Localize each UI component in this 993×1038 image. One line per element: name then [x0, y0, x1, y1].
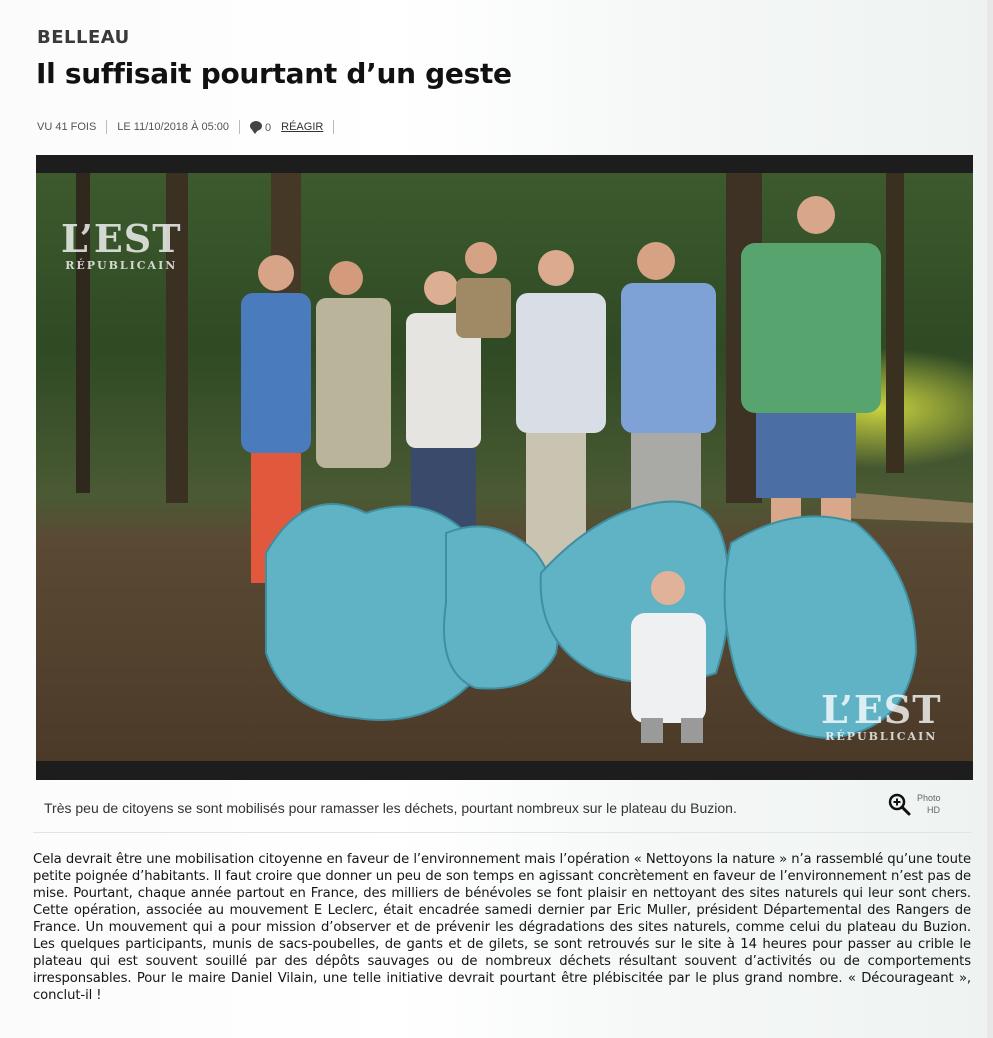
article-meta: [37, 117, 334, 137]
article-photo[interactable]: [36, 155, 973, 780]
photo-hd-label: HD: [927, 805, 940, 815]
meta-divider: [333, 120, 334, 134]
meta-divider: [239, 120, 240, 134]
photo-caption: Très peu de citoyens se sont mobilisés pour ramasser les déchets, pourtant nombreux sur le plateau du Buzion.: [44, 800, 737, 816]
view-count: VU 41 FOIS: [37, 121, 97, 133]
photo-hd-label: Photo: [917, 793, 941, 803]
newspaper-logo-watermark: L’EST RÉPUBLICAIN: [61, 216, 182, 272]
section-divider: [33, 832, 971, 833]
page-edge: [987, 0, 993, 1038]
comment-count: 0: [265, 121, 272, 134]
comment-count-group[interactable]: [250, 121, 271, 134]
photo-hd-link[interactable]: [917, 792, 957, 816]
article-rubric: BELLEAU: [37, 27, 130, 48]
comment-bubble-icon: [250, 121, 262, 131]
article-headline: Il suffisait pourtant d’un geste: [36, 57, 512, 90]
react-link[interactable]: RÉAGIR: [281, 121, 324, 133]
meta-divider: [106, 120, 107, 134]
magnifier-plus-icon[interactable]: [887, 792, 913, 818]
article-body: Cela devrait être une mobilisation citoyenne en faveur de l’environnement mais l’opération « Nettoyons la nature » n’a rassemblé qu’une toute petite poignée d’habitants. Il faut croire que donner un peu de son temps en agissant concrètement en faveur de l’environnement n’est pas de mise. Pourtant, chaque année partout en France, des milliers de bénévoles se font plaisir en nettoyant des sites naturels qui leur sont chers. Cette opération, associée au mouvement E Leclerc, était encadrée samedi dernier par Eric Muller, président Départemental des Rangers de France. Un mouvement qui a pour mission d’observer et de prévenir les dégradations des sites naturels, comme celui du plateau du Buzion. Les quelques participants, munis de sacs-poubelles, de gants et de gilets, se sont retrouvés sur le site à 14 heures pour passer au crible le plateau qui est souvent souillé par des dépôts sauvages ou de nombreux déchets résultant souvent d’activités ou de comportements irresponsables. Pour le maire Daniel Vilain, une telle initiative devrait pourtant être plébiscitée par le plus grand nombre. « Décourageant », conclut-il !: [33, 852, 971, 1003]
photo-image: [36, 173, 973, 761]
newspaper-logo-watermark: L’EST RÉPUBLICAIN: [821, 687, 942, 743]
publish-date: LE 11/10/2018 À 05:00: [117, 121, 230, 133]
